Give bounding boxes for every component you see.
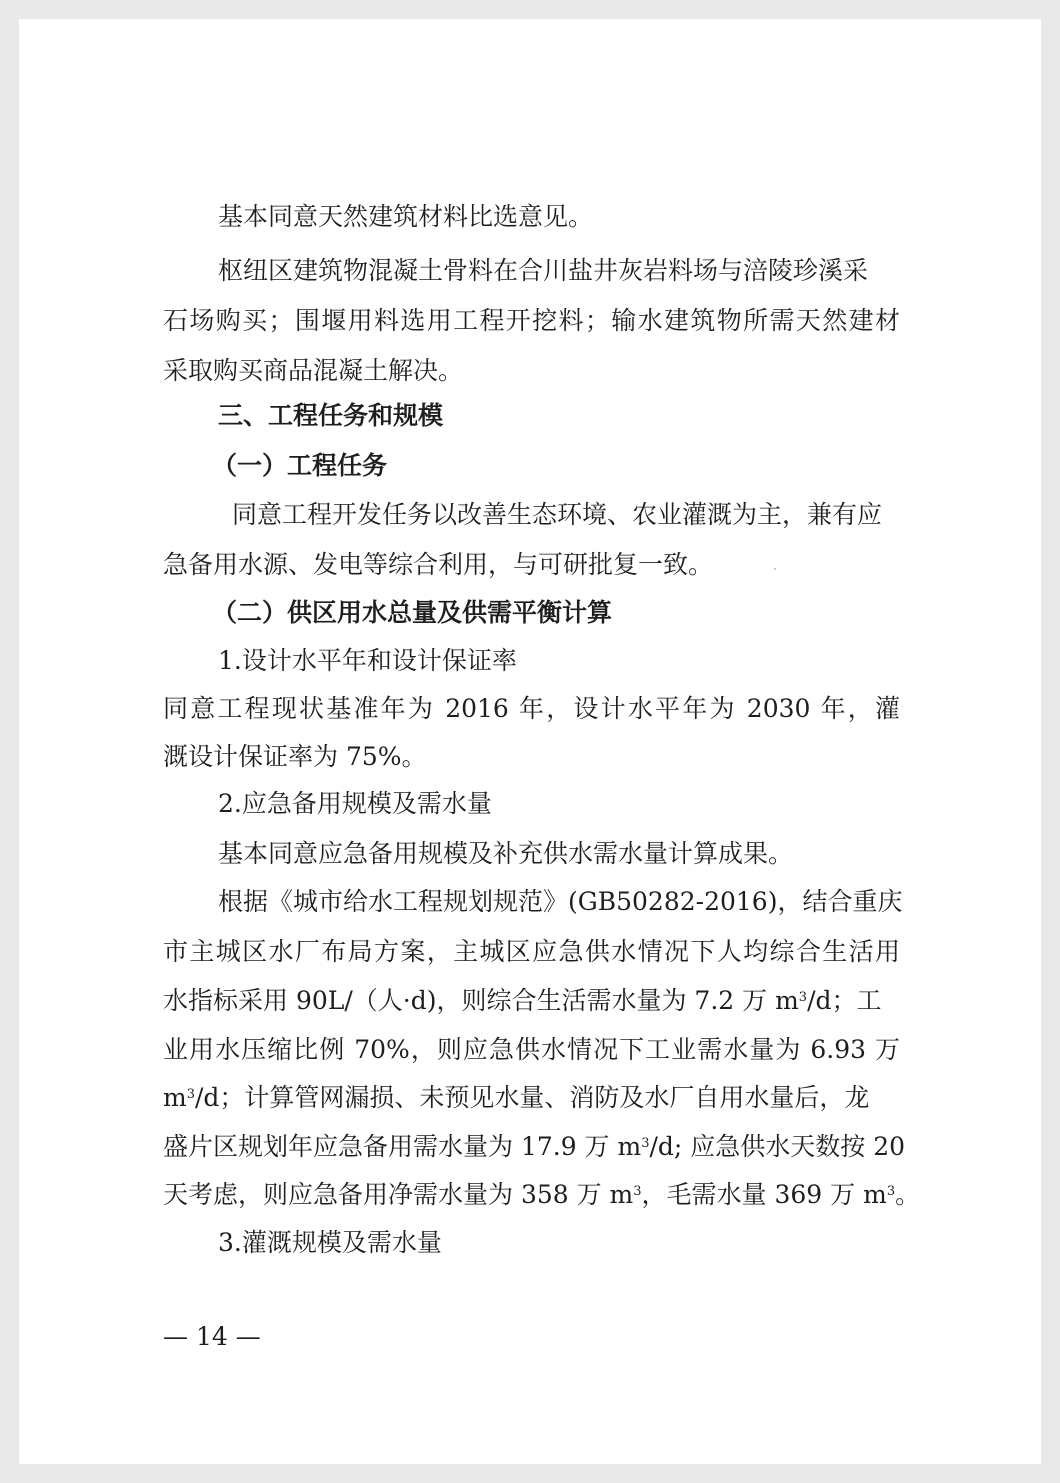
subsection-heading: （一）工程任务 bbox=[212, 451, 388, 480]
page-number: — 14 — bbox=[163, 1322, 261, 1351]
item-heading: 3.灌溉规模及需水量 bbox=[218, 1228, 442, 1257]
item-heading: 2.应急备用规模及需水量 bbox=[218, 789, 492, 818]
text-run: 天考虑，则应急备用净需水量为 358 万 m bbox=[163, 1180, 634, 1209]
paragraph-line: 根据《城市给水工程规划规范》(GB50282-2016)，结合重庆 bbox=[218, 887, 903, 916]
item-heading: 1.设计水平年和设计保证率 bbox=[218, 646, 517, 675]
section-heading: 三、工程任务和规模 bbox=[218, 401, 444, 430]
superscript: 3 bbox=[633, 1184, 642, 1199]
paragraph-line: 枢纽区建筑物混凝土骨料在合川盐井灰岩料场与涪陵珍溪采 bbox=[218, 256, 869, 285]
text-run: ，毛需水量 369 万 m bbox=[641, 1180, 887, 1209]
paragraph-line: 急备用水源、发电等综合利用，与可研批复一致。 bbox=[163, 550, 714, 579]
text-run: /d；计算管网漏损、未预见水量、消防及水厂自用水量后，龙 bbox=[195, 1083, 870, 1112]
text-run: 水指标采用 90L/（人·d)，则综合生活需水量为 7.2 万 m bbox=[163, 986, 799, 1015]
text-run: /d; 应急供水天数按 20 bbox=[649, 1132, 906, 1161]
paragraph-line bbox=[163, 1178, 1060, 1212]
paragraph-line bbox=[163, 1081, 1060, 1115]
paragraph-line bbox=[163, 1130, 1060, 1164]
paragraph-line: 同意工程现状基准年为 2016 年，设计水平年为 2030 年，灌 bbox=[163, 694, 900, 723]
superscript: 3 bbox=[886, 1184, 896, 1199]
superscript: 3 bbox=[798, 990, 808, 1005]
paragraph-line: 基本同意应急备用规模及补充供水需水量计算成果。 bbox=[218, 839, 794, 868]
scan-speck bbox=[774, 568, 776, 570]
paragraph-line: 同意工程开发任务以改善生态环境、农业灌溉为主，兼有应 bbox=[232, 500, 883, 529]
paragraph-line: 采取购买商品混凝土解决。 bbox=[163, 356, 464, 385]
paragraph-line: 市主城区水厂布局方案，主城区应急供水情况下人均综合生活用 bbox=[163, 937, 900, 966]
paragraph-line: 业用水压缩比例 70%，则应急供水情况下工业需水量为 6.93 万 bbox=[163, 1035, 900, 1064]
paragraph-line: 石场购买；围堰用料选用工程开挖料；输水建筑物所需天然建材 bbox=[163, 306, 900, 335]
text-run: 。 bbox=[895, 1180, 921, 1209]
text-run: m bbox=[163, 1083, 187, 1112]
text-run: 盛片区规划年应急备用需水量为 17.9 万 m bbox=[163, 1132, 642, 1161]
superscript: 3 bbox=[186, 1087, 195, 1102]
subsection-heading: （二）供区用水总量及供需平衡计算 bbox=[212, 598, 613, 627]
superscript: 3 bbox=[641, 1136, 650, 1151]
text-run: /d；工 bbox=[807, 986, 882, 1015]
paragraph-line: 溉设计保证率为 75%。 bbox=[163, 742, 427, 771]
paragraph-line bbox=[163, 984, 1060, 1018]
paragraph-line: 基本同意天然建筑材料比选意见。 bbox=[218, 202, 594, 231]
